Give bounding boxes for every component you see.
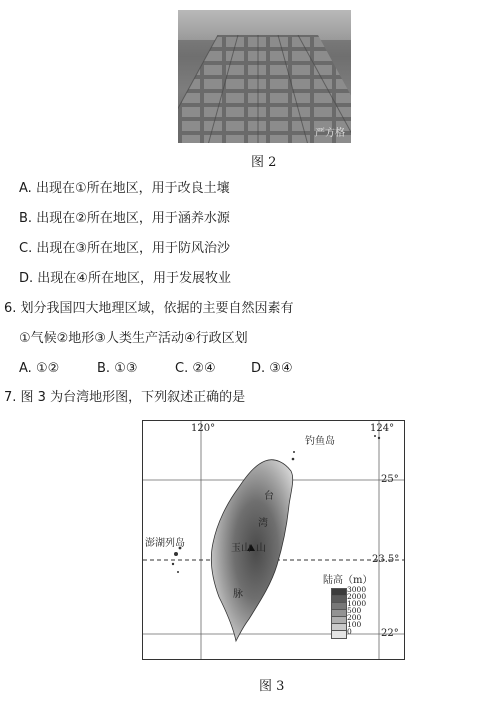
mountain-char-2: 湾 [258, 518, 268, 529]
question-text: 图 3 为台湾地形图，下列叙述正确的是 [20, 390, 246, 405]
diaoyu-islet [374, 435, 376, 437]
elevation-legend [323, 571, 373, 636]
option-text: ②④ [192, 361, 216, 376]
option-text: ①③ [114, 361, 138, 376]
legend-value-100: 100 [347, 620, 362, 629]
q6-items: ①气候②地形③人类生产活动④行政区划 [19, 331, 248, 346]
yushan-label: 玉山 [231, 543, 251, 554]
diaoyu-islet [378, 437, 380, 439]
option-label: C. [19, 241, 33, 256]
option-text: 出现在①所在地区，用于改良土壤 [35, 181, 230, 196]
question-text: 划分我国四大地理区域，依据的主要自然因素有 [20, 301, 294, 316]
penghu-islet [174, 552, 178, 556]
diaoyu-label: 钓鱼岛 [305, 436, 335, 447]
penghu-label: 澎湖列岛 [145, 538, 185, 549]
q5-option-c [19, 241, 230, 257]
photo-watermark: 严方格 [315, 128, 345, 139]
lat-25-label: 25° [381, 474, 399, 485]
option-label: C. [175, 361, 189, 376]
question-number: 7. [4, 390, 17, 405]
option-text: ③④ [269, 361, 293, 376]
option-label: B. [19, 211, 33, 226]
question-number: 6. [4, 301, 17, 316]
q6-option-d [251, 361, 293, 377]
option-label: A. [19, 181, 32, 196]
option-label: B. [97, 361, 111, 376]
mountain-char-3: 山 [256, 543, 266, 554]
islet [292, 458, 295, 461]
q6-option-b [97, 361, 138, 377]
legend-value-1000: 1000 [347, 599, 367, 608]
option-text: 出现在④所在地区，用于发展牧业 [37, 271, 231, 286]
mountain-char-1: 台 [264, 491, 274, 502]
penghu-islet [177, 571, 179, 573]
figure3-caption: 图 3 [259, 679, 285, 694]
lat-23-5-label: 23.5° [372, 554, 400, 565]
figure2-caption: 图 2 [251, 155, 277, 170]
legend-value-200: 200 [347, 613, 362, 622]
legend-value-500: 500 [347, 606, 362, 615]
option-label: D. [19, 271, 34, 286]
legend-title: 陆高（m） [323, 575, 373, 586]
q6-option-c [175, 361, 216, 377]
lon-120-label: 120° [191, 423, 216, 434]
taiwan-map [142, 420, 405, 660]
mountain-char-4: 脉 [233, 589, 243, 600]
option-text: 出现在③所在地区，用于防风治沙 [36, 241, 231, 256]
islet [293, 451, 295, 453]
q5-option-a [19, 181, 230, 197]
lon-124-label: 124° [370, 423, 395, 434]
option-text: 出现在②所在地区，用于涵养水源 [36, 211, 230, 226]
legend-value-3000: 3000 [347, 585, 367, 594]
q5-option-b [19, 211, 230, 227]
legend-value-2000: 2000 [347, 592, 367, 601]
legend-value-0: 0 [347, 627, 352, 636]
legend-swatch-0 [331, 630, 347, 639]
q5-option-d [19, 271, 231, 287]
q6-stem [4, 301, 294, 317]
lat-22-label: 22° [381, 628, 399, 639]
option-label: D. [251, 361, 266, 376]
penghu-islet [172, 563, 174, 565]
q6-option-a [19, 361, 59, 377]
option-label: A. [19, 361, 32, 376]
q7-stem [4, 390, 245, 406]
option-text: ①② [35, 361, 60, 376]
figure2-photo [178, 10, 351, 143]
